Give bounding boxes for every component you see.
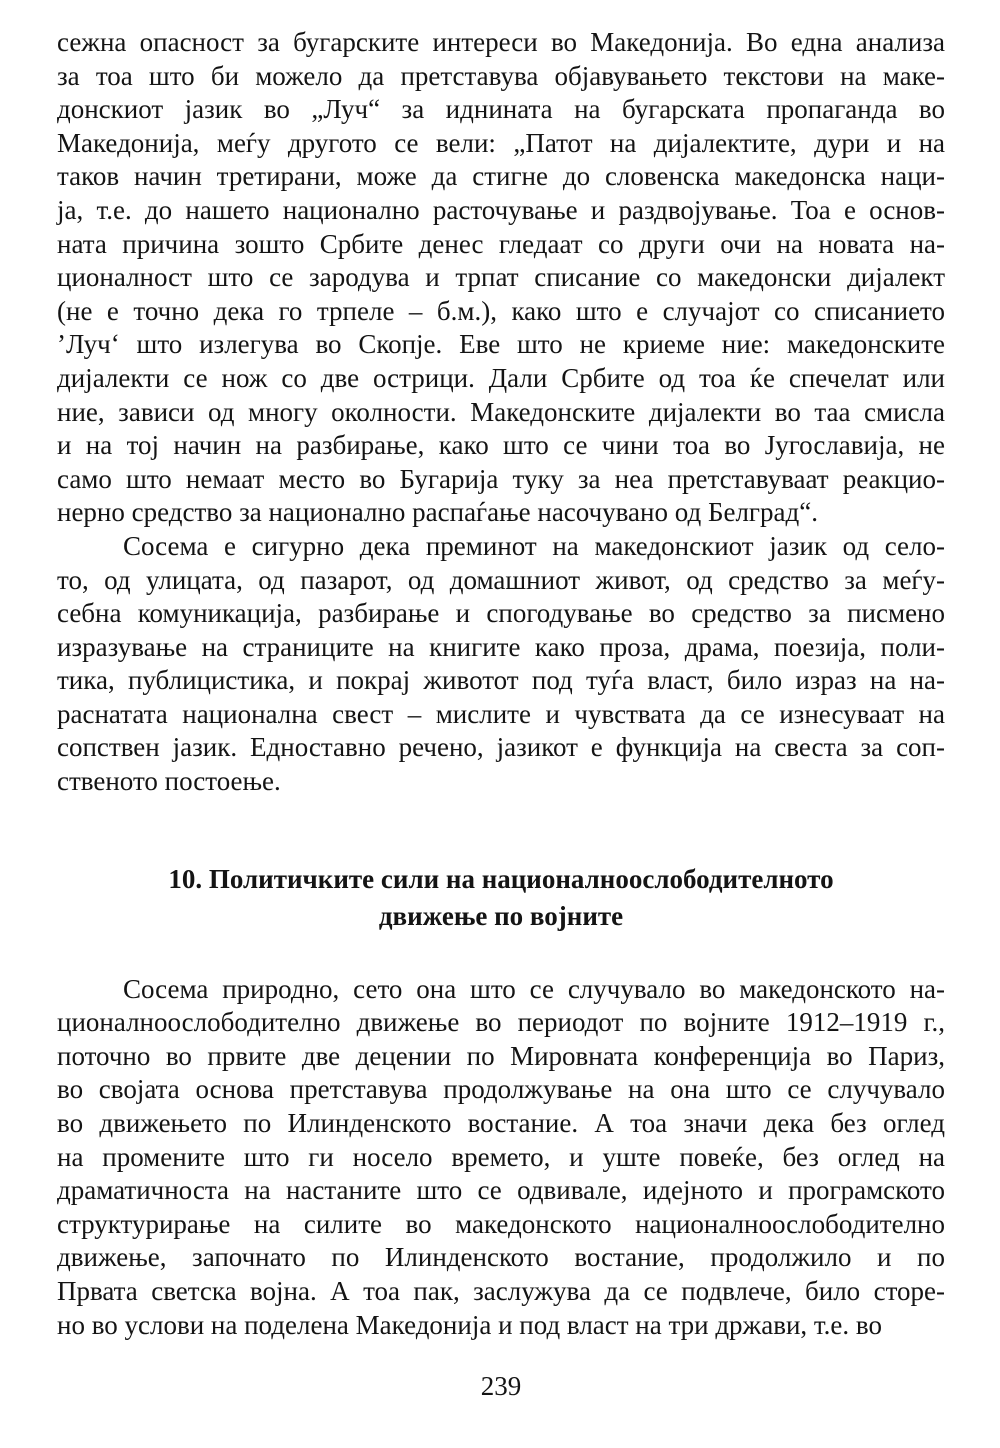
paragraph (57, 530, 945, 799)
text-line: структурирање на силите во македонското националноослободително (57, 1208, 945, 1239)
text-line: (не е точно дека го трпеле – б.м.), како што е случајот со списанието (57, 295, 945, 326)
text-line: себна комуникација, разбирање и спогодување во средство за писмено (57, 598, 945, 629)
text-line: ја, т.е. до нашето национално расточување и раздвојување. Тоа е основ- (57, 194, 945, 225)
text-line: Првата светска војна. А тоа пак, заслужува да се подвлече, било сторе- (57, 1276, 945, 1306)
text-line: за тоа што би можело да претставува објавувањето текстови на маке- (57, 60, 945, 91)
text-line: сежна опасност за бугарските интереси во Македонија. Во една анализа (57, 27, 945, 57)
text-line: ственото постоење. (57, 766, 281, 797)
paragraph (57, 973, 945, 1343)
text-line: изразување на страниците на книгите како проза, драма, поезија, поли- (57, 631, 945, 662)
text-line: тика, публицистика, и покрај животот под туѓа власт, било израз на на- (57, 665, 945, 696)
text-line: Македонија, меѓу другото се вели: „Патот на дијалектите, дури и на (57, 127, 945, 158)
text-line: донскиот јазик во „Луч“ за иднината на бугарската пропаганда во (57, 94, 945, 125)
text-line: ционалноослободително движење во периодот по војните 1912–1919 г., (57, 1007, 945, 1038)
text-line: ние, зависи од многу околности. Македонските дијалекти во таа смисла (57, 396, 945, 427)
text-line: ната причина зошто Србите денес гледаат со други очи на новата на- (57, 228, 945, 259)
heading-line: 10. Политичките сили на националноослободителното (168, 863, 834, 894)
text-line: но во услови на поделена Македонија и под власт на три држави, т.е. во (57, 1309, 882, 1340)
text-line: поточно во првите две децении по Мировната конференција во Париз, (57, 1040, 945, 1071)
text-line: во движењето по Илинденското востание. А тоа значи дека без оглед (57, 1108, 945, 1139)
text-line: на промените што ги носело времето, и уште повеќе, без оглед на (57, 1141, 945, 1172)
text-line: сопствен јазик. Едноставно речено, јазикот е функција на свеста за соп- (57, 732, 945, 763)
text-line: во својата основа претставува продолжување на она што се случувало (57, 1074, 945, 1105)
text-block (57, 26, 945, 1342)
text-line: движење, започнато по Илинденското востание, продолжило и по (57, 1242, 945, 1273)
paragraph (57, 26, 945, 530)
text-line: таков начин третирани, може да стигне до словенска македонска наци- (57, 161, 945, 192)
text-line: и на тој начин на разбирање, како што се чини тоа во Југославија, не (57, 430, 945, 461)
page-number: 239 (480, 1371, 522, 1402)
text-line: дијалекти се нож со две острици. Дали Србите од тоа ќе спечелат или (57, 362, 945, 393)
text-line: ’Луч‘ што излегува во Скопје. Еве што не криеме ние: македонските (57, 329, 945, 360)
heading-line: движење по војните (378, 900, 624, 931)
text-line: Сосема природно, сето она што се случувало во македонското на- (123, 973, 945, 1004)
text-line: нерно средство за национално распаѓање насочувано од Белград“. (57, 497, 818, 528)
text-line: драматичноста на настаните што се одвивале, идејното и програмското (57, 1175, 945, 1206)
text-line: раснатата национална свест – мислите и чувствата да се изнесуваат на (57, 698, 945, 729)
text-line: Сосема е сигурно дека преминот на македонскиот јазик од село- (123, 530, 945, 561)
section-heading (57, 861, 945, 935)
text-line: ционалност што се зародува и трпат списание со македонски дијалект (57, 262, 945, 293)
text-line: то, од улицата, од пазарот, од домашниот живот, од средство за меѓу- (57, 564, 945, 595)
text-line: само што немаат место во Бугарија туку за неа претставуваат реакцио- (57, 463, 945, 494)
